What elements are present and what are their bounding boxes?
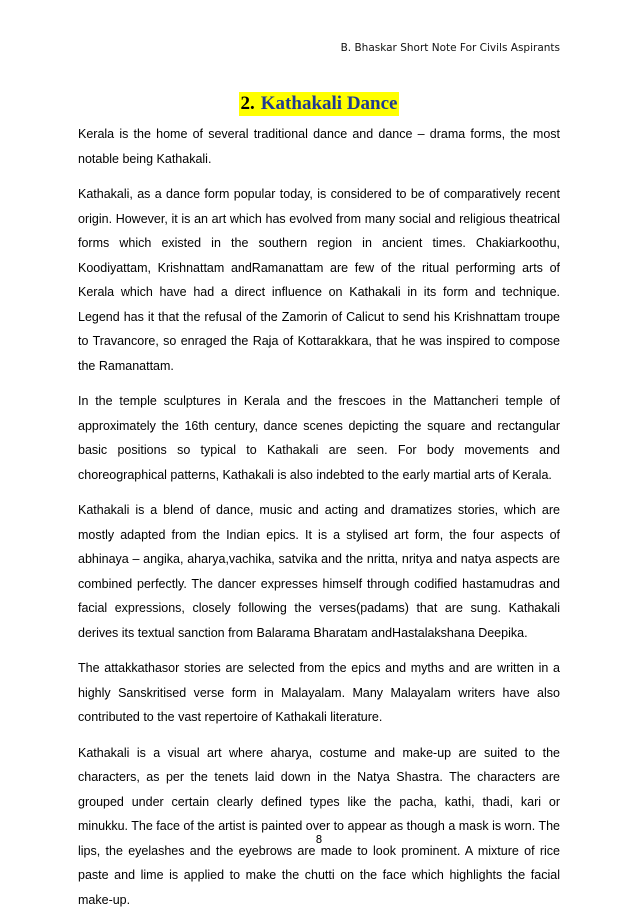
paragraph-visual-art: Kathakali is a visual art where aharya, costume and make-up are suited to the characters, as per the tenets laid down in the Natya Shastra. The characters are grouped under certain clearly defined types like the pacha, kathi, thadi, kari or minukku. The face of the artist is painted over to appear as though a mask is worn. The lips, the eyelashes and the eyebrows are made to look prominent. A mixture of rice paste and lime is applied to make the chutti on the face which highlights the facial make-up. (78, 745, 560, 907)
paragraph-sculptures: In the temple sculptures in Kerala and the frescoes in the Mattancheri temple of approximately the 16th century, dance scenes depicting the square and rectangular basic positions so typical to Kathakali are seen. For body movements and choreographical patterns, Kathakali is also indebted to the early martial arts of Kerala. (78, 394, 560, 482)
header-note: B. Bhaskar Short Note For Civils Aspirants (340, 42, 560, 54)
page-number: 8 (315, 834, 323, 846)
page-title (239, 92, 400, 116)
paragraph-blend: Kathakali is a blend of dance, music and acting and dramatizes stories, which are mostly adapted from the Indian epics. It is a stylised art form, the four aspects of abhinaya – angika, aharya,vachika, satvika and the nritta, nritya and natya aspects are combined perfectly. The dancer expresses himself through codified hastamudras and facial expressions, closely following the verses(padams) that are sung. Kathakali derives its textual sanction from Balarama Bharatam andHastalakshana Deepika. (78, 503, 560, 640)
title-text: Kathakali Dance (260, 92, 398, 114)
paragraph-intro: Kerala is the home of several traditional dance and dance – drama forms, the most notable being Kathakali. (78, 127, 560, 166)
document-body (78, 122, 560, 923)
paragraph-attakkatha: The attakkathasor stories are selected from the epics and myths and are written in a highly Sanskritised verse form in Malayalam. Many Malayalam writers have also contributed to the vast repertoire of Kathakali literature. (78, 661, 560, 724)
title-number: 2. (240, 92, 255, 114)
paragraph-origin: Kathakali, as a dance form popular today, is considered to be of comparatively recent origin. However, it is an art which has evolved from many social and religious theatrical forms which existed in the southern region in ancient times. Chakiarkoothu, Koodiyattam, Krishnattam andRamanattam are few of the ritual performing arts of Kerala which have had a direct influence on Kathakali in its form and technique. Legend has it that the refusal of the Zamorin of Calicut to send his Krishnattam troupe to Travancore, so enraged the Raja of Kottarakkara, that he was inspired to compose the Ramanattam. (78, 187, 560, 373)
